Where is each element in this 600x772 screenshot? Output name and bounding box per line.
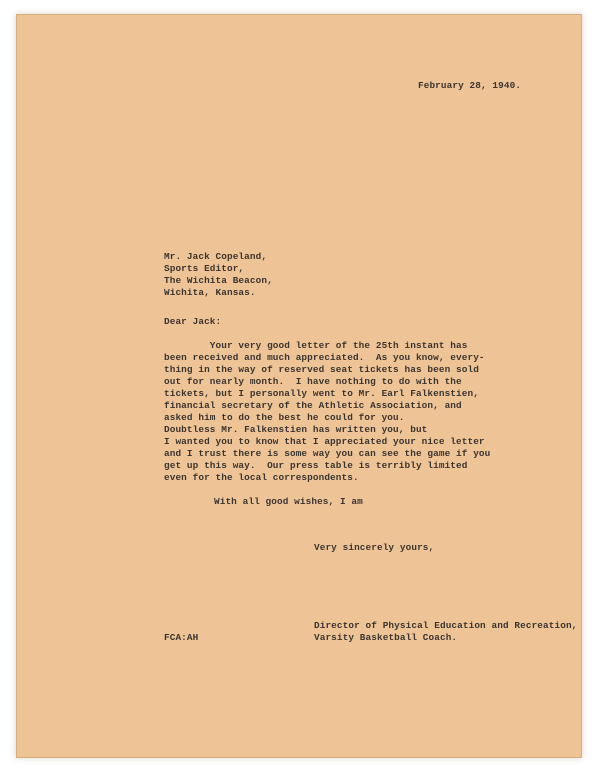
paragraph-line: Your very good letter of the 25th instant has — [164, 340, 468, 351]
closing-wishes: With all good wishes, I am — [214, 496, 363, 507]
paragraph-line: and I trust there is some way you can see the game if you — [164, 448, 491, 459]
paragraph-line: even for the local correspondents. — [164, 472, 359, 483]
paragraph-line: thing in the way of reserved seat tickets has been sold — [164, 364, 479, 375]
paragraph-line: been received and much appreciated. As you know, every- — [164, 352, 485, 363]
reference-initials: FCA:AH — [164, 632, 199, 643]
address-line: Sports Editor, — [164, 263, 245, 274]
address-line: Mr. Jack Copeland, — [164, 251, 268, 262]
letter-page — [16, 14, 582, 758]
complimentary-close: Very sincerely yours, — [314, 542, 435, 553]
signature-line: Director of Physical Education and Recreation, — [314, 620, 578, 631]
signature-block — [314, 620, 577, 644]
paragraph-line: out for nearly month. I have nothing to do with the — [164, 376, 462, 387]
paragraph-line: tickets, but I personally went to Mr. Earl Falkenstien, — [164, 388, 479, 399]
paragraph-line: Doubtless Mr. Falkenstien has written you, but — [164, 424, 428, 435]
recipient-address — [164, 251, 273, 299]
address-line: Wichita, Kansas. — [164, 287, 256, 298]
paragraph-line: get up this way. Our press table is terribly limited — [164, 460, 468, 471]
address-line: The Wichita Beacon, — [164, 275, 273, 286]
body-paragraph-1 — [164, 340, 485, 424]
body-paragraph-2 — [164, 424, 490, 484]
letter-date: February 28, 1940. — [418, 80, 522, 91]
paragraph-line: financial secretary of the Athletic Association, and — [164, 400, 462, 411]
salutation: Dear Jack: — [164, 316, 222, 327]
paragraph-line: I wanted you to know that I appreciated your nice letter — [164, 436, 485, 447]
paragraph-line: asked him to do the best he could for you. — [164, 412, 405, 423]
signature-line: Varsity Basketball Coach. — [314, 632, 458, 643]
